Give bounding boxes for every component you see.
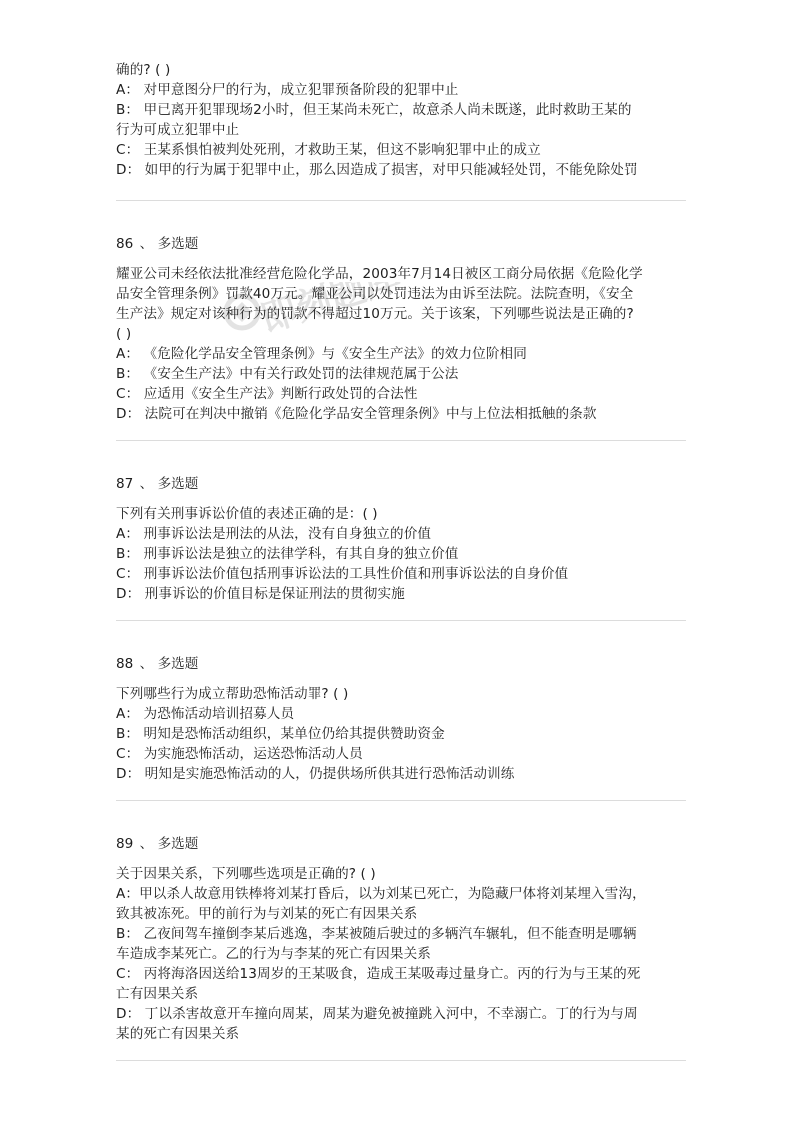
- q88-option-c: C： 为实施恐怖活动，运送恐怖活动人员: [116, 746, 363, 762]
- q89-option-a-cont: 致其被冻死。甲的前行为与刘某的死亡有因果关系: [116, 906, 418, 922]
- question-number: 89: [116, 836, 134, 852]
- q89-option-c: C： 丙将海洛因送给13周岁的王某吸食，造成王某吸毒过量身亡。丙的行为与王某的死: [116, 966, 641, 982]
- q85-option-b: B： 甲已离开犯罪现场2小时，但王某尚未死亡，故意杀人尚未既遂，此时救助王某的: [116, 102, 632, 118]
- q85-option-d: D： 如甲的行为属于犯罪中止，那么因造成了损害，对甲只能减轻处罚，不能免除处罚: [116, 162, 638, 178]
- watermark-text: 即刻题库: [256, 282, 406, 341]
- q87-option-c: C： 刑事诉讼法价值包括刑事诉讼法的工具性价值和刑事诉讼法的自身价值: [116, 566, 569, 582]
- question-86: [116, 234, 686, 424]
- divider: [116, 200, 686, 201]
- q88-stem: 下列哪些行为成立帮助恐怖活动罪? ( ): [116, 686, 349, 702]
- q89-option-b: B： 乙夜间驾车撞倒李某后逃逸，李某被随后驶过的多辆汽车辗轧，但不能查明是哪辆: [116, 926, 637, 942]
- q86-option-d: D： 法院可在判决中撤销《危险化学品安全管理条例》中与上位法相抵触的条款: [116, 406, 597, 422]
- q89-option-c-cont: 亡有因果关系: [116, 986, 199, 1002]
- question-89: [116, 834, 686, 1044]
- separator: 、: [139, 656, 154, 672]
- q85-line: 确的? ( ): [116, 62, 171, 78]
- separator: 、: [139, 476, 154, 492]
- question-header: [116, 474, 686, 494]
- question-85-tail: [116, 60, 686, 180]
- divider: [116, 620, 686, 621]
- q86-stem: 生产法》规定对该种行为的罚款不得超过10万元。关于该案，下列哪些说法是正确的?: [116, 306, 634, 322]
- q89-option-a: A：甲以杀人故意用铁棒将刘某打昏后，以为刘某已死亡，为隐藏尸体将刘某埋入雪沟，: [116, 886, 646, 902]
- q89-option-d: D： 丁以杀害故意开车撞向周某，周某为避免被撞跳入河中，不幸溺亡。丁的行为与周: [116, 1006, 638, 1022]
- q89-stem: 关于因果关系，下列哪些选项是正确的? ( ): [116, 866, 376, 882]
- question-type: 多选题: [157, 836, 199, 852]
- q86-stem: 品安全管理条例》罚款40万元。耀亚公司以处罚违法为由诉至法院。法院查明，《安全: [116, 286, 634, 302]
- q86-option-c: C： 应适用《安全生产法》判断行政处罚的合法性: [116, 386, 418, 402]
- q85-option-a: A： 对甲意图分尸的行为，成立犯罪预备阶段的犯罪中止: [116, 82, 459, 98]
- question-number: 86: [116, 236, 134, 252]
- question-type: 多选题: [157, 656, 199, 672]
- q87-stem: 下列有关刑事诉讼价值的表述正确的是：( ): [116, 506, 378, 522]
- q85-option-c: C： 王某系惧怕被判处死刑，才救助王某，但这不影响犯罪中止的成立: [116, 142, 541, 158]
- question-type: 多选题: [157, 476, 199, 492]
- question-number: 87: [116, 476, 134, 492]
- q87-option-a: A： 刑事诉讼法是刑法的从法，没有自身独立的价值: [116, 526, 432, 542]
- q89-option-b-cont: 车造成李某死亡。乙的行为与李某的死亡有因果关系: [116, 946, 431, 962]
- q86-stem: 耀亚公司未经依法批准经营危险化学品，2003年7月14日被区工商分局依据《危险化学: [116, 266, 643, 282]
- separator: 、: [139, 236, 154, 252]
- question-type: 多选题: [157, 236, 199, 252]
- q87-option-d: D： 刑事诉讼的价值目标是保证刑法的贯彻实施: [116, 586, 405, 602]
- question-88: [116, 654, 686, 784]
- q88-option-b: B： 明知是恐怖活动组织，某单位仍给其提供赞助资金: [116, 726, 445, 742]
- separator: 、: [139, 836, 154, 852]
- divider: [116, 800, 686, 801]
- q85-option-b-cont: 行为可成立犯罪中止: [116, 122, 240, 138]
- divider: [116, 1060, 686, 1061]
- q88-option-d: D： 明知是实施恐怖活动的人，仍提供场所供其进行恐怖活动训练: [116, 766, 515, 782]
- q86-option-a: A： 《危险化学品安全管理条例》与《安全生产法》的效力位阶相同: [116, 346, 527, 362]
- question-header: [116, 654, 686, 674]
- q86-stem: ( ): [116, 326, 132, 342]
- question-87: [116, 474, 686, 604]
- q87-option-b: B： 刑事诉讼法是独立的法律学科，有其自身的独立价值: [116, 546, 459, 562]
- question-header: [116, 234, 686, 254]
- q88-option-a: A： 为恐怖活动培训招募人员: [116, 706, 295, 722]
- question-header: [116, 834, 686, 854]
- divider: [116, 440, 686, 441]
- q89-option-d-cont: 某的死亡有因果关系: [116, 1026, 240, 1042]
- question-number: 88: [116, 656, 134, 672]
- q86-option-b: B： 《安全生产法》中有关行政处罚的法律规范属于公法: [116, 366, 459, 382]
